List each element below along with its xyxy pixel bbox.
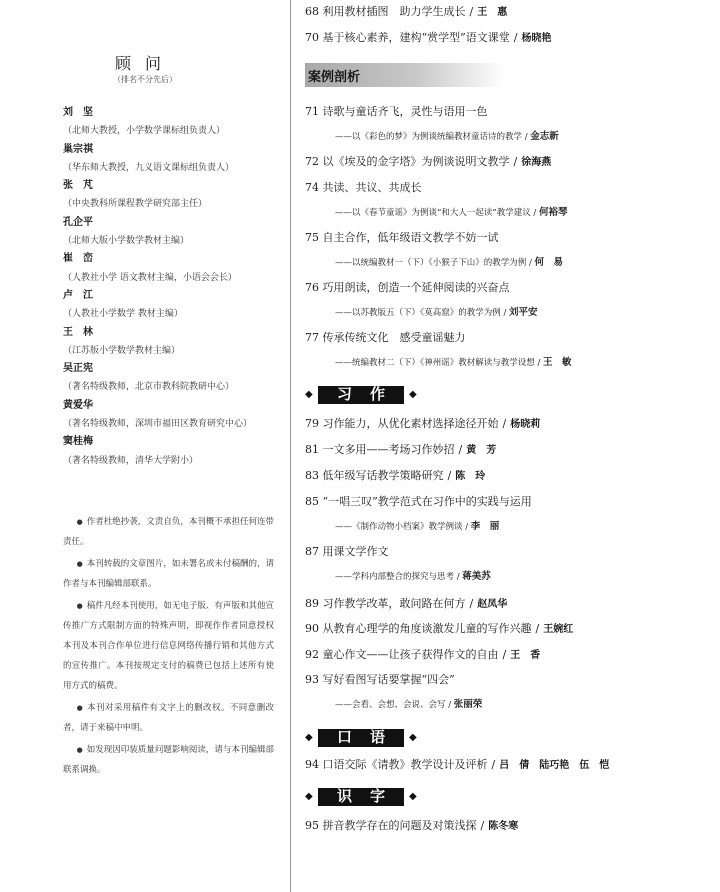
diamond-icon: ◆ (409, 732, 417, 743)
left-column (0, 0, 290, 892)
advisor-desc: （北师大版小学数学教材主编） (63, 236, 190, 247)
toc-subtitle (335, 130, 559, 144)
diamond-icon: ◆ (305, 389, 313, 400)
advisor-desc: （人教社小学数学 教材主编） (63, 309, 183, 320)
toc-page: 81 (305, 443, 319, 456)
toc-subtitle-text: ——会看、会想、会说、会写 (335, 700, 446, 710)
toc-subtitle (335, 520, 499, 534)
toc-subtitle (335, 256, 563, 270)
separator: / (469, 5, 474, 18)
advisor-item (63, 141, 283, 178)
toc-entry[interactable] (305, 544, 389, 560)
toc-page: 90 (305, 622, 319, 635)
toc-page: 68 (305, 5, 319, 18)
advisor-desc: （人教社小学 语文教材主编，小语会会长） (63, 272, 237, 283)
toc-page: 93 (305, 673, 319, 686)
toc-author: 王 敏 (543, 357, 572, 368)
toc-subtitle-text: ——学科内部整合的探究与思考 (335, 572, 455, 582)
toc-author: 黄 芳 (466, 445, 497, 456)
toc-entry[interactable] (305, 180, 422, 196)
toc-entry[interactable] (305, 818, 518, 835)
toc-page: 75 (305, 231, 319, 244)
section-label-box (318, 788, 404, 806)
advisor-name: 吴正宪 (63, 363, 93, 375)
toc-entry[interactable] (305, 416, 540, 433)
toc-subtitle-text: ——以《春节童谣》为例谈“和大人一起读”教学建议 (335, 208, 531, 218)
case-section-header (305, 63, 505, 87)
toc-entry[interactable] (305, 230, 499, 246)
toc-entry[interactable] (305, 672, 455, 688)
advisor-list (63, 104, 283, 470)
toc-entry[interactable] (305, 647, 540, 664)
toc-title: 巧用朗读，创造一个延伸阅读的兴奋点 (322, 281, 510, 294)
toc-subtitle-text: ——统编教材二（下）《神州谣》教材解读与教学设想 (335, 358, 535, 368)
advisory-subtitle: （排名不分先后） (113, 75, 177, 84)
case-section-label: 案例剖析 (308, 70, 361, 85)
toc-subtitle-text: ——以苏教版五（下）《莫高窟》的教学为例 (335, 308, 501, 318)
notice-text: 本刊转载的文章图片，如未署名或未付稿酬的，请作者与本刊编辑部联系。 (63, 559, 274, 589)
toc-author: 王 香 (510, 650, 541, 661)
separator: / (454, 572, 463, 582)
toc-subtitle-text: ——以统编教材一（下）《小猴子下山》的教学为例 (335, 258, 527, 268)
advisor-desc: （著名特级教师，深圳市福田区教育研究中心） (63, 419, 253, 430)
separator: / (445, 700, 454, 710)
toc-author: 王 惠 (477, 7, 508, 18)
notice-item (63, 512, 274, 552)
separator: / (534, 358, 544, 368)
advisor-desc: （华东师大教授，九义语文课标组负责人） (63, 162, 235, 173)
toc-title: 共读、共议、共成长 (322, 181, 422, 194)
toc-page: 85 (305, 495, 319, 508)
toc-page: 70 (305, 31, 319, 44)
toc-page: 87 (305, 545, 319, 558)
advisor-name: 王 林 (63, 326, 93, 338)
toc-entry[interactable] (305, 621, 573, 638)
advisor-item (63, 177, 283, 214)
toc-entry[interactable] (305, 30, 551, 47)
toc-page: 71 (305, 105, 319, 118)
advisor-item (63, 433, 283, 470)
toc-author: 杨晓莉 (510, 419, 541, 430)
toc-author: 徐海燕 (521, 157, 552, 168)
toc-author: 赵凤华 (477, 599, 508, 610)
notice-list (63, 512, 274, 782)
separator: / (491, 758, 496, 771)
advisor-desc: （著名特级教师，清华大学附小） (63, 455, 199, 466)
toc-author: 张丽荣 (453, 699, 483, 710)
toc-entry[interactable] (305, 468, 485, 485)
separator: / (530, 208, 539, 218)
advisor-desc: （江苏版小学数学教材主编） (63, 345, 181, 356)
toc-author: 刘平安 (509, 307, 538, 318)
table-of-contents (305, 0, 710, 892)
advisor-desc: （著名特级教师，北京市教科院教研中心） (63, 382, 235, 393)
advisor-name: 窦桂梅 (63, 436, 93, 448)
bullet-icon: ● (76, 746, 83, 754)
toc-title: 从教育心理学的角度谈激发儿童的写作兴趣 (322, 622, 532, 635)
toc-title: 一文多用——考场习作妙招 (322, 443, 455, 456)
toc-title: 低年级写话教学策略研究 (322, 469, 444, 482)
section-label-box (318, 729, 404, 747)
separator: / (526, 258, 535, 268)
toc-page: 94 (305, 758, 319, 771)
separator: / (500, 308, 510, 318)
advisor-item (63, 360, 283, 397)
toc-author: 王婉红 (543, 624, 574, 635)
notice-item (63, 740, 274, 780)
toc-page: 79 (305, 417, 319, 430)
toc-subtitle (335, 206, 568, 220)
bullet-icon: ● (76, 518, 83, 526)
toc-entry[interactable] (305, 494, 532, 510)
toc-title: 基于核心素养，建构“赏学型”语文课堂 (322, 31, 510, 44)
toc-title: 传承传统文化 感受童谣魅力 (322, 331, 466, 344)
toc-title: 习作教学改革，敢问路在何方 (322, 597, 466, 610)
separator: / (469, 597, 474, 610)
toc-author: 蒋美苏 (462, 571, 491, 582)
toc-entry[interactable] (305, 442, 496, 459)
toc-page: 83 (305, 469, 319, 482)
toc-title: 拼音教学存在的问题及对策浅探 (322, 819, 477, 832)
toc-subtitle (335, 306, 538, 320)
oral-section-label: 口语 (336, 728, 403, 746)
advisor-desc: （中央教科所课程教学研究部主任） (63, 199, 208, 210)
separator: / (522, 132, 531, 142)
advisor-name: 卢 江 (63, 289, 93, 301)
toc-subtitle-text: ——《制作动物小档案》教学例谈 (335, 522, 463, 532)
advisor-desc: （北师大教授，小学数学课标组负责人） (63, 126, 226, 137)
toc-title: 利用教材插图 助力学生成长 (322, 5, 466, 18)
advisory-title: 顾问 (114, 54, 175, 73)
advisor-name: 巢宗祺 (63, 143, 93, 155)
bullet-icon: ● (76, 602, 83, 610)
toc-page: 77 (305, 331, 319, 344)
separator: / (513, 155, 518, 168)
toc-entry[interactable] (305, 104, 488, 120)
toc-page: 76 (305, 281, 319, 294)
toc-author: 陈 玲 (455, 471, 486, 482)
diamond-icon: ◆ (305, 732, 313, 743)
toc-title: 写好看图写话要掌握“四会” (322, 673, 455, 686)
toc-author: 杨晓艳 (521, 33, 552, 44)
separator: / (535, 622, 540, 635)
toc-author: 李 丽 (470, 521, 500, 532)
toc-author: 何裕琴 (538, 207, 568, 218)
notice-text: 本刊对采用稿件有文字上的删改权。不同意删改者，请于来稿中申明。 (63, 703, 274, 733)
bullet-icon: ● (76, 704, 84, 712)
toc-page: 92 (305, 648, 319, 661)
toc-author: 陈冬寒 (488, 821, 519, 832)
advisor-item (63, 324, 283, 361)
toc-entry[interactable] (305, 154, 551, 171)
separator: / (462, 522, 471, 532)
separator: / (458, 443, 463, 456)
toc-page: 89 (305, 597, 319, 610)
toc-entry[interactable] (305, 596, 507, 613)
toc-title: 自主合作，低年级语文教学不妨一试 (322, 231, 499, 244)
writing-section-label: 习作 (336, 385, 403, 403)
separator: / (513, 31, 518, 44)
toc-page: 95 (305, 819, 319, 832)
toc-subtitle-text: ——以《彩色的梦》为例谈统编教材童话诗的教学 (335, 132, 523, 142)
advisor-item (63, 397, 283, 434)
notice-item (63, 554, 274, 594)
toc-entry[interactable] (305, 280, 510, 296)
toc-title: 诗歌与童话齐飞，灵性与语用一色 (322, 105, 488, 118)
advisor-item (63, 250, 283, 287)
toc-title: 习作能力，从优化素材选择途径开始 (322, 417, 499, 430)
notice-text: 作者杜绝抄袭，文责自负，本刊概不承担任何连带责任。 (63, 517, 274, 547)
toc-page: 74 (305, 181, 319, 194)
advisor-item (63, 214, 283, 251)
toc-author: 何 易 (534, 257, 564, 268)
toc-entry[interactable] (305, 330, 466, 346)
toc-author: 金志新 (530, 131, 559, 142)
toc-title: 口语交际《请教》教学设计及评析 (322, 758, 488, 771)
separator: / (480, 819, 485, 832)
advisor-item (63, 287, 283, 324)
toc-title: 以《埃及的金字塔》为例谈说明文教学 (322, 155, 510, 168)
column-divider (290, 0, 291, 892)
toc-author: 吕 倩 陆巧艳 伍 恺 (499, 760, 610, 771)
diamond-icon: ◆ (305, 791, 313, 802)
toc-entry[interactable] (305, 4, 507, 21)
toc-title: 童心作文——让孩子获得作文的自由 (322, 648, 499, 661)
separator: / (447, 469, 452, 482)
notice-text: 如发现因印装质量问题影响阅读，请与本刊编辑部联系调换。 (63, 745, 274, 775)
toc-entry[interactable] (305, 757, 609, 774)
toc-subtitle (335, 698, 482, 712)
diamond-icon: ◆ (409, 791, 417, 802)
notice-item (63, 698, 274, 738)
diamond-icon: ◆ (409, 389, 417, 400)
toc-title: “一唱三叹”教学范式在习作中的实践与运用 (322, 495, 532, 508)
notice-text: 稿件凡经本刊使用，如无电子版、有声版和其他宣传推广方式限制方面的特殊声明，即视作作者同意授权本刊及本刊合作单位进行信息网络传播行销和其他方式的宣传推广。本刊按规定支付的稿费已包括上述所有使用方式的稿费。 (63, 601, 274, 691)
advisor-name: 孔企平 (63, 216, 93, 228)
advisor-name: 刘 坚 (63, 107, 93, 118)
literacy-section-label: 识字 (336, 787, 403, 805)
toc-subtitle (335, 356, 572, 370)
advisor-name: 黄爱华 (63, 399, 93, 411)
advisor-name: 张 芃 (63, 180, 93, 192)
toc-subtitle (335, 570, 491, 584)
advisor-name: 崔 峦 (63, 253, 93, 265)
section-label-box (318, 386, 404, 404)
notice-item (63, 596, 274, 696)
toc-title: 用课文学作文 (322, 545, 389, 558)
advisor-item (63, 104, 283, 141)
bullet-icon: ● (76, 560, 83, 568)
separator: / (502, 417, 507, 430)
separator: / (502, 648, 507, 661)
toc-page: 72 (305, 155, 319, 168)
